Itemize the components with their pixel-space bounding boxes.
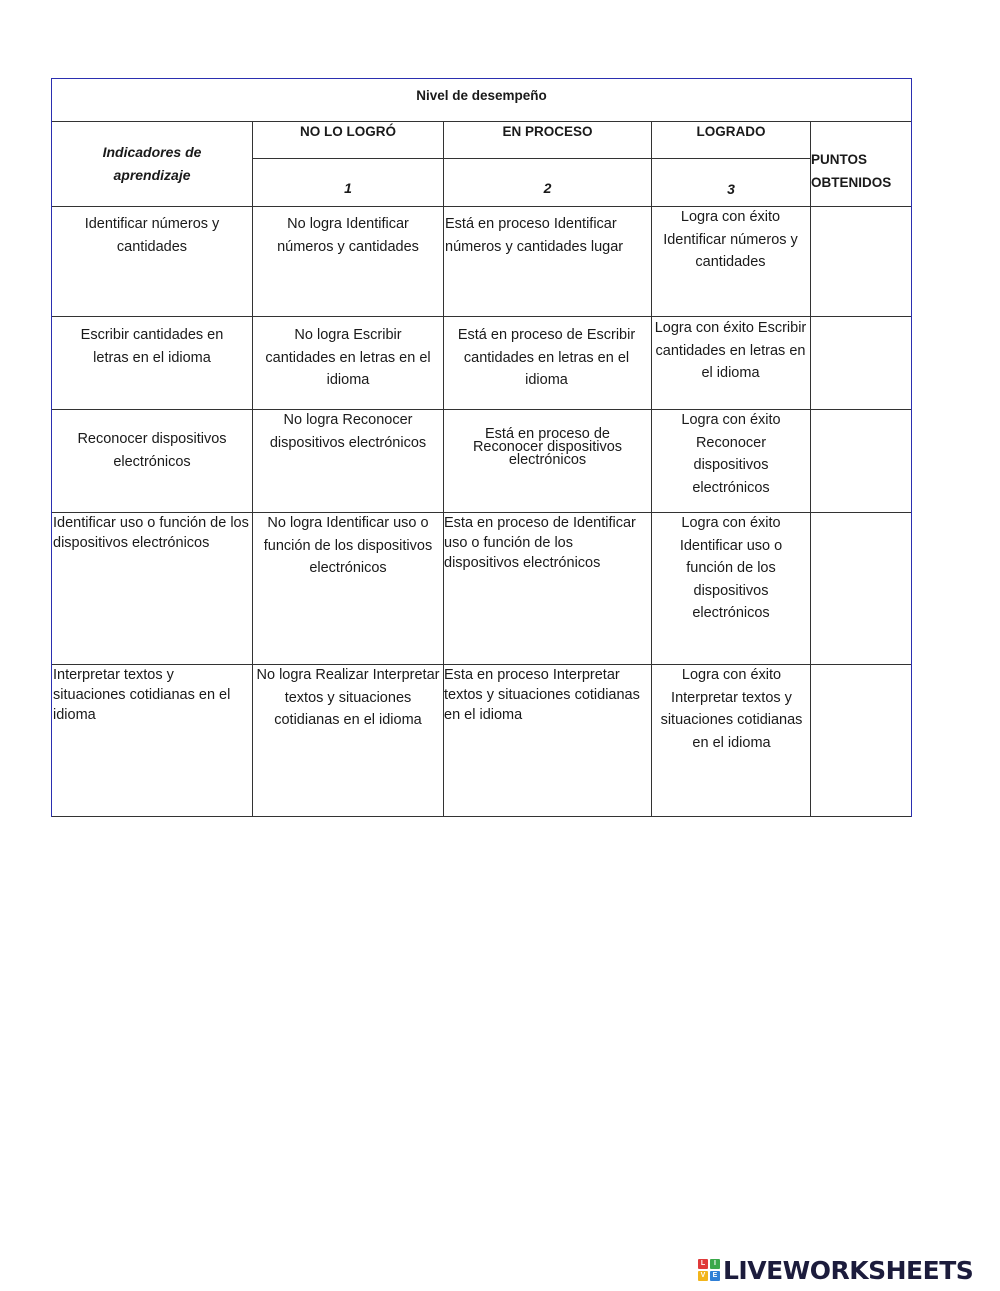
table-bottom-border [51, 816, 912, 817]
no-logro-cell: No logra Reconocer dispositivos electrónicos [269, 412, 427, 451]
en-proceso-cell: Está en proceso de Reconocer dispositivos electrónicos [472, 426, 623, 468]
table-top-border [51, 78, 912, 79]
column-divider [651, 121, 652, 817]
indicators-header: Indicadores de aprendizaje [102, 144, 202, 183]
column-divider [252, 121, 253, 817]
logo-block-v: V [698, 1271, 708, 1281]
liveworksheets-logo-icon [698, 1259, 720, 1281]
logrado-cell: Logra con éxito Interpretar textos y situaciones cotidianas en el idioma [660, 667, 803, 751]
points-header: PUNTOS OBTENIDOS [811, 152, 892, 190]
liveworksheets-logo [698, 1254, 973, 1286]
logo-block-l: L [698, 1259, 708, 1269]
logrado-cell: Logra con éxito Escribir cantidades en letras en el idioma [654, 320, 807, 381]
en-proceso-cell: Está en proceso de Escribir cantidades en letras en el idioma [457, 327, 636, 388]
no-logro-cell: No logra Identificar uso o función de los dispositivos electrónicos [263, 515, 433, 576]
indicator-cell: Reconocer dispositivos electrónicos [77, 431, 227, 470]
level-label-logrado: LOGRADO [696, 124, 766, 139]
level-score-2: 2 [543, 180, 552, 196]
indicator-cell: Interpretar textos y situaciones cotidianas en el idioma [53, 667, 231, 723]
table-title: Nivel de desempeño [416, 88, 547, 103]
level-score-divider [252, 158, 811, 159]
no-logro-cell: No logra Escribir cantidades en letras en el idioma [265, 327, 431, 388]
en-proceso-cell: Está en proceso Identificar números y cantidades lugar [445, 216, 624, 255]
indicator-cell: Identificar uso o función de los dispositivos electrónicos [53, 515, 249, 551]
logo-block-i: I [710, 1259, 720, 1269]
no-logro-cell: No logra Realizar Interpretar textos y situaciones cotidianas en el idioma [256, 667, 440, 728]
logrado-cell: Logra con éxito Identificar números y cantidades [663, 209, 798, 270]
table-right-border [911, 78, 912, 817]
level-label-en-proceso: EN PROCESO [502, 124, 593, 139]
indicator-cell: Escribir cantidades en letras en el idioma [80, 327, 224, 366]
level-score-1: 1 [344, 180, 352, 196]
logo-block-e: E [710, 1271, 720, 1281]
column-divider [810, 121, 811, 817]
logrado-cell: Logra con éxito Reconocer dispositivos electrónicos [681, 412, 781, 496]
en-proceso-cell: Esta en proceso Interpretar textos y situaciones cotidianas en el idioma [444, 667, 640, 723]
level-score-3: 3 [727, 181, 735, 197]
logrado-cell: Logra con éxito Identificar uso o función de los dispositivos electrónicos [679, 515, 783, 621]
no-logro-cell: No logra Identificar números y cantidades [277, 216, 419, 255]
logo-text: LIVEWORKSHEETS [723, 1255, 974, 1285]
en-proceso-cell: Esta en proceso de Identificar uso o función de los dispositivos electrónicos [444, 515, 636, 571]
level-label-no-logro: NO LO LOGRÓ [300, 124, 396, 139]
indicator-cell: Identificar números y cantidades [84, 216, 220, 255]
table-left-border [51, 78, 52, 817]
